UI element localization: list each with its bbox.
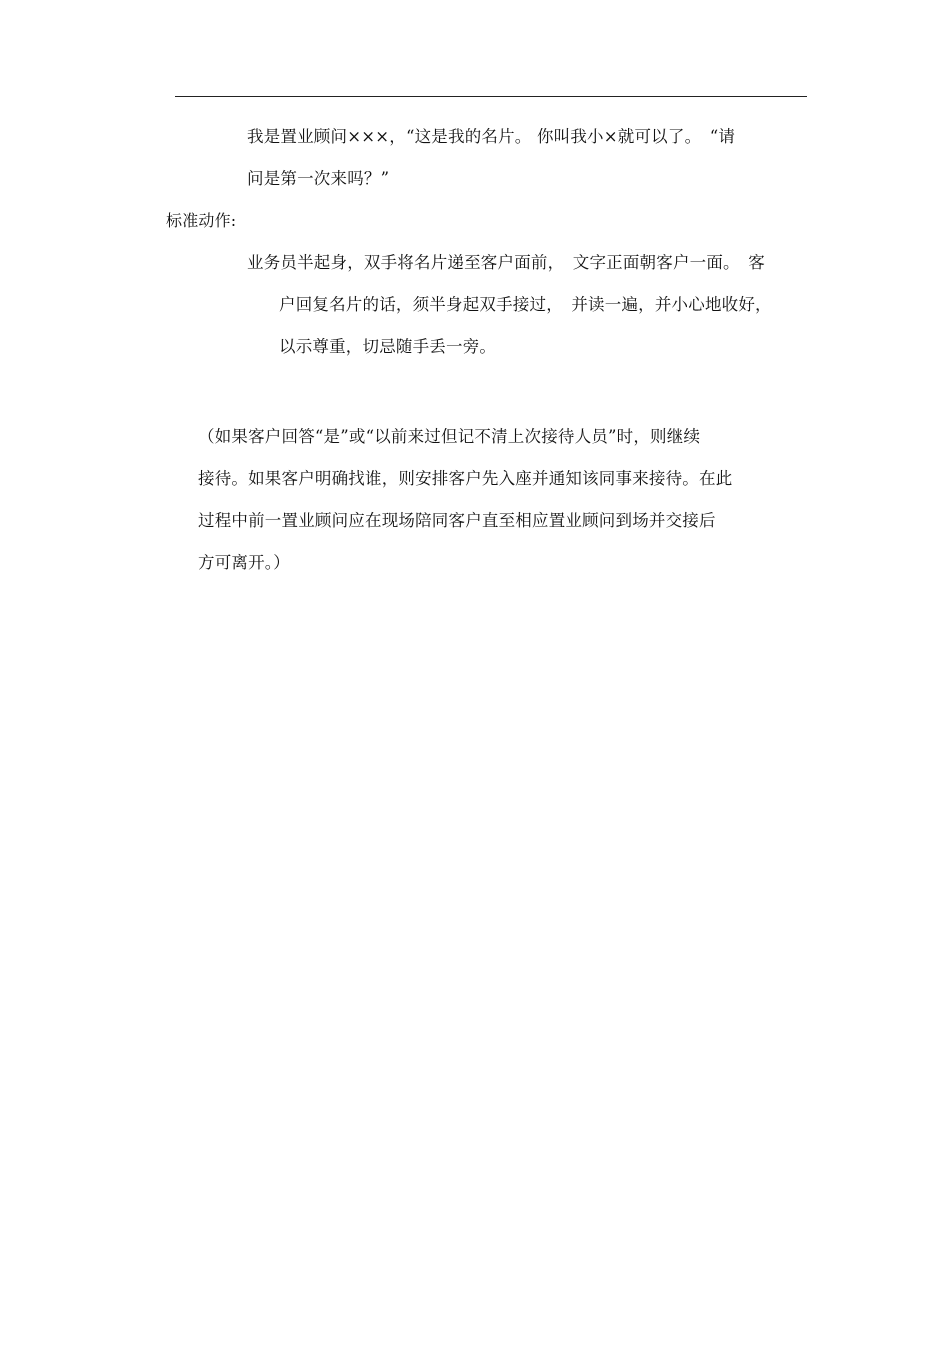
action-line-1: 业务员半起身，双手将名片递至客户面前， 文字正面朝客户一面。 客 — [247, 253, 765, 272]
note-line-4: 方可离开。） — [198, 553, 290, 572]
action-line-2: 户回复名片的话，须半身起双手接过， 并读一遍，并小心地收好， — [279, 295, 772, 314]
header-rule — [175, 96, 807, 97]
action-line-3: 以示尊重，切忌随手丢一旁。 — [279, 337, 497, 356]
script-line-2: 问是第一次来吗？” — [247, 169, 390, 188]
standard-action-heading: 标准动作: — [166, 211, 237, 230]
note-line-1: （如果客户回答“是”或“以前来过但记不清上次接待人员”时，则继续 — [198, 427, 701, 446]
script-line-1: 我是置业顾问×××，“这是我的名片。 你叫我小×就可以了。 “请 — [247, 127, 736, 146]
note-line-2: 接待。如果客户明确找谁，则安排客户先入座并通知该同事来接待。在此 — [198, 469, 733, 488]
note-line-3: 过程中前一置业顾问应在现场陪同客户直至相应置业顾问到场并交接后 — [198, 511, 716, 530]
